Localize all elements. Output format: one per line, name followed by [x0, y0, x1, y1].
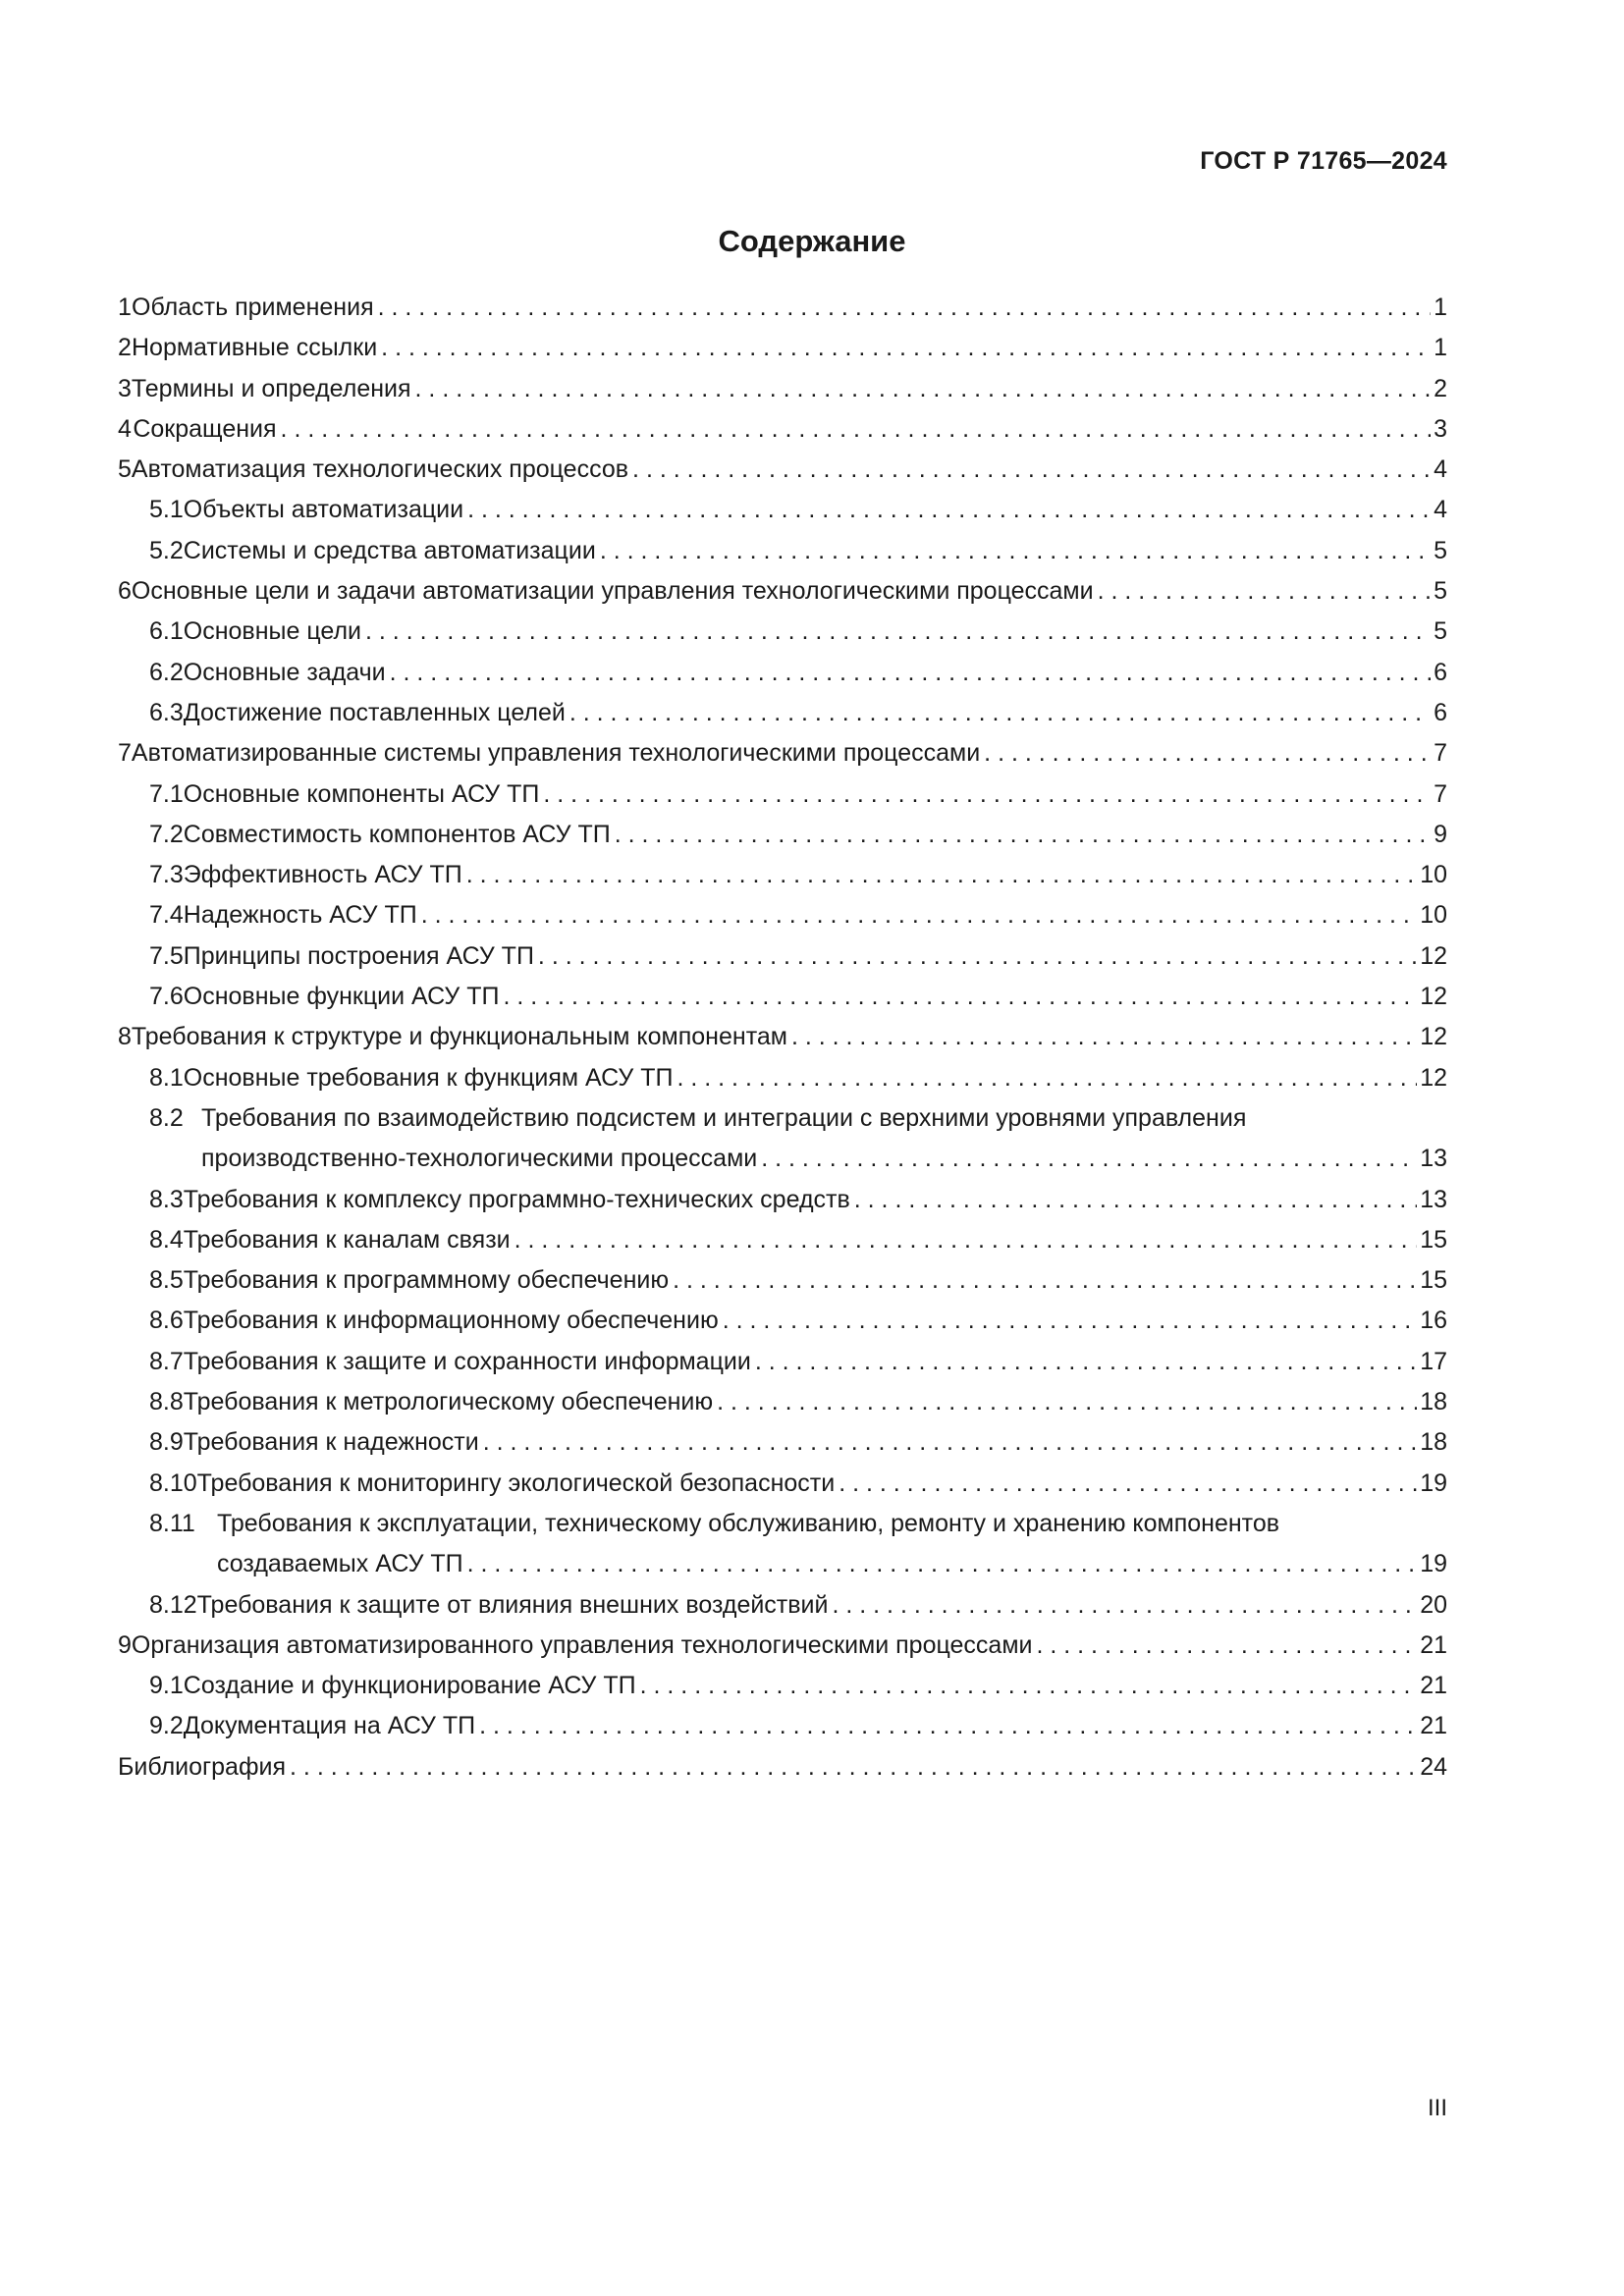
dot-leader [290, 1747, 1417, 1788]
toc-entry-page: 7 [1434, 739, 1447, 768]
toc-entry-title: Требования к каналам связи [183, 1225, 511, 1254]
toc-entry-number: 4 [118, 414, 132, 443]
toc-entry-title: Основные задачи [183, 658, 386, 686]
dot-leader [281, 409, 1432, 450]
toc-entry-number: 8.8 [149, 1388, 184, 1416]
toc-entry-page: 3 [1434, 414, 1447, 443]
toc-entry-title: Организация автоматизированного управления технологическими процессами [131, 1630, 1033, 1659]
toc-entry-7-4[interactable] [118, 895, 1447, 935]
dot-leader [677, 1058, 1417, 1098]
toc-entry-8-8[interactable] [118, 1382, 1447, 1422]
toc-entry-7[interactable] [118, 733, 1447, 774]
dot-leader [832, 1585, 1417, 1626]
toc-entry-title: Требования к структуре и функциональным компонентам [131, 1023, 787, 1051]
toc-entry-page: 6 [1434, 698, 1447, 726]
toc-entry-page: 10 [1420, 861, 1447, 889]
dot-leader [600, 531, 1431, 571]
page-number: III [1427, 2095, 1447, 2121]
toc-entry-8-1[interactable] [118, 1058, 1447, 1098]
toc-entry-7-1[interactable] [118, 774, 1447, 815]
toc-entry-6-3[interactable] [118, 693, 1447, 733]
toc-entry-number: 6.1 [149, 617, 184, 646]
toc-entry-page: 9 [1434, 820, 1447, 848]
toc-entry-6-1[interactable] [118, 612, 1447, 652]
dot-leader [632, 450, 1431, 490]
toc-entry-title: Требования к программному обеспечению [183, 1266, 670, 1295]
toc-entry-page: 19 [1420, 1550, 1447, 1578]
toc-entry-page: 24 [1420, 1752, 1447, 1781]
toc-entry-page: 19 [1420, 1468, 1447, 1497]
toc-entry-8-5[interactable] [118, 1260, 1447, 1301]
toc-entry-title: Автоматизация технологических процессов [131, 455, 629, 484]
toc-entry-number: 8.9 [149, 1428, 184, 1457]
toc-entry-title: Надежность АСУ ТП [183, 901, 417, 930]
toc-entry-5-1[interactable] [118, 490, 1447, 530]
toc-entry-page: 13 [1420, 1185, 1447, 1213]
toc-entry-page: 21 [1420, 1630, 1447, 1659]
toc-entry-8-11[interactable] [118, 1504, 1447, 1585]
toc-entry-8-6[interactable] [118, 1301, 1447, 1341]
toc-entry-number: 9 [118, 1630, 132, 1659]
toc-entry-title: Сокращения [133, 414, 277, 443]
toc-entry-7-2[interactable] [118, 815, 1447, 855]
toc-entry-2[interactable] [118, 328, 1447, 368]
dot-leader [479, 1706, 1417, 1746]
dot-leader [569, 693, 1431, 733]
toc-entry-page: 7 [1434, 779, 1447, 808]
document-code: ГОСТ Р 71765—2024 [1200, 147, 1447, 175]
toc-entry-6-2[interactable] [118, 653, 1447, 693]
toc-entry-number: 6.3 [149, 698, 184, 726]
toc-entry-8[interactable] [118, 1017, 1447, 1057]
toc-entry-page: 21 [1420, 1712, 1447, 1740]
toc-entry-number: 2 [118, 334, 132, 362]
toc-entry-page: 1 [1434, 294, 1447, 321]
dot-leader [543, 774, 1431, 815]
toc-entry-number: 7 [118, 739, 132, 768]
toc-entry-number: 5 [118, 455, 132, 484]
toc-entry-number: 8.2 [149, 1103, 184, 1132]
toc-entry-title: Требования к надежности [183, 1428, 479, 1457]
toc-entry-page: 12 [1420, 941, 1447, 970]
toc-entry-3[interactable] [118, 369, 1447, 409]
toc-entry-page: 5 [1434, 536, 1447, 564]
toc-entry-title: Требования к защите от влияния внешних воздействий [196, 1590, 829, 1619]
toc-entry-title: Принципы построения АСУ ТП [183, 941, 534, 970]
toc-entry-7-3[interactable] [118, 855, 1447, 895]
toc-entry-title: Создание и функционирование АСУ ТП [183, 1672, 636, 1700]
toc-entry-title: Требования к мониторингу экологической безопасности [196, 1468, 836, 1497]
dot-leader [538, 936, 1417, 977]
toc-entry-page: 13 [1420, 1145, 1447, 1173]
toc-entry-title: Основные компоненты АСУ ТП [183, 779, 540, 808]
toc-entry-page: 18 [1420, 1388, 1447, 1416]
toc-entry-number: 5.2 [149, 536, 184, 564]
dot-leader [514, 1220, 1418, 1260]
toc-entry-title: Требования к эксплуатации, техническому обслуживанию, ремонту и хранению компонентов [217, 1509, 1280, 1537]
toc-entry-7-6[interactable] [118, 977, 1447, 1017]
toc-entry-title: Требования по взаимодействию подсистем и интеграции с верхними уровнями управления [201, 1103, 1247, 1132]
dot-leader [615, 815, 1431, 855]
toc-entry-page: 5 [1434, 617, 1447, 646]
toc-entry-number: 7.5 [149, 941, 184, 970]
toc-entry-number: 8.10 [149, 1468, 197, 1497]
toc-entry-title: Область применения [132, 294, 374, 321]
toc-entry-page: 1 [1434, 334, 1447, 362]
dot-leader [467, 1544, 1418, 1584]
table-of-contents [118, 288, 1447, 1788]
toc-entry-number: 5.1 [149, 496, 184, 524]
dot-leader [673, 1260, 1417, 1301]
toc-entry-8-2[interactable] [118, 1098, 1447, 1180]
dot-leader [984, 733, 1431, 774]
toc-entry-page: 12 [1420, 1063, 1447, 1092]
toc-entry-number: 8.4 [149, 1225, 184, 1254]
dot-leader [761, 1139, 1417, 1179]
toc-entry-title: Системы и средства автоматизации [183, 536, 596, 564]
toc-entry-number: 8 [118, 1023, 132, 1051]
toc-entry-1[interactable] [118, 288, 1447, 328]
toc-entry-page: 6 [1434, 658, 1447, 686]
toc-entry-6[interactable] [118, 571, 1447, 612]
toc-entry-8-9[interactable] [118, 1422, 1447, 1463]
toc-entry-number: 3 [118, 374, 132, 402]
dot-leader [839, 1464, 1417, 1504]
toc-entry-number: 8.7 [149, 1347, 184, 1375]
dot-leader [854, 1180, 1417, 1220]
toc-entry-number: 8.3 [149, 1185, 184, 1213]
dot-leader [365, 612, 1431, 652]
toc-entry-number: 7.1 [149, 779, 184, 808]
dot-leader [791, 1017, 1417, 1057]
toc-entry-number: 8.12 [149, 1590, 197, 1619]
dot-leader [1098, 571, 1432, 612]
dot-leader [378, 288, 1431, 328]
toc-entry-8-4[interactable] [118, 1220, 1447, 1260]
toc-entry-title: Основные функции АСУ ТП [183, 983, 500, 1011]
toc-entry-page: 17 [1420, 1347, 1447, 1375]
toc-entry-page: 12 [1420, 983, 1447, 1011]
toc-entry-title: Объекты автоматизации [183, 496, 464, 524]
toc-entry-page: 4 [1434, 455, 1447, 484]
toc-entry-page: 10 [1420, 901, 1447, 930]
toc-entry-title: Библиография [118, 1752, 287, 1781]
dot-leader [1036, 1626, 1417, 1666]
toc-entry-number: 6.2 [149, 658, 184, 686]
dot-leader [381, 328, 1431, 368]
toc-entry-number: 7.6 [149, 983, 184, 1011]
toc-entry-9-1[interactable] [118, 1666, 1447, 1706]
toc-entry-number: 9.1 [149, 1672, 184, 1700]
toc-entry-8-7[interactable] [118, 1342, 1447, 1382]
toc-entry-number: 8.11 [149, 1509, 195, 1537]
toc-entry-number: 6 [118, 577, 132, 606]
toc-entry-title: Основные цели и задачи автоматизации управления технологическими процессами [131, 577, 1094, 606]
toc-entry-number: 8.5 [149, 1266, 184, 1295]
toc-entry-5-2[interactable] [118, 531, 1447, 571]
dot-leader [723, 1301, 1418, 1341]
dot-leader [390, 653, 1431, 693]
toc-entry-page: 12 [1420, 1023, 1447, 1051]
toc-entry-page: 2 [1434, 374, 1447, 402]
toc-entry-number: 8.6 [149, 1307, 184, 1335]
toc-entry-title: Совместимость компонентов АСУ ТП [183, 820, 611, 848]
toc-entry-title: Автоматизированные системы управления технологическими процессами [131, 739, 981, 768]
toc-entry-page: 20 [1420, 1590, 1447, 1619]
toc-entry-8-10[interactable] [118, 1464, 1447, 1504]
toc-entry-7-5[interactable] [118, 936, 1447, 977]
toc-entry-bibliography[interactable] [118, 1747, 1447, 1788]
toc-entry-title: Требования к метрологическому обеспечению [183, 1388, 714, 1416]
toc-entry-title: Основные цели [183, 617, 361, 646]
toc-entry-page: 15 [1420, 1266, 1447, 1295]
toc-entry-8-3[interactable] [118, 1180, 1447, 1220]
toc-entry-title: Требования к защите и сохранности информации [183, 1347, 751, 1375]
toc-entry-number: 8.1 [149, 1063, 184, 1092]
toc-entry-number: 7.4 [149, 901, 184, 930]
toc-entry-title-continued: производственно-технологическими процессами [201, 1145, 758, 1173]
dot-leader [466, 855, 1417, 895]
dot-leader [483, 1422, 1417, 1463]
toc-entry-title: Требования к информационному обеспечению [183, 1307, 719, 1335]
toc-entry-title-continued: создаваемых АСУ ТП [217, 1550, 463, 1578]
dot-leader [755, 1342, 1417, 1382]
toc-entry-8-12[interactable] [118, 1585, 1447, 1626]
toc-entry-title: Эффективность АСУ ТП [183, 861, 462, 889]
toc-entry-title: Документация на АСУ ТП [183, 1712, 476, 1740]
dot-leader [467, 490, 1431, 530]
toc-entry-9[interactable] [118, 1626, 1447, 1666]
dot-leader [717, 1382, 1417, 1422]
toc-entry-title: Требования к комплексу программно-технических средств [183, 1185, 850, 1213]
toc-entry-page: 21 [1420, 1672, 1447, 1700]
toc-entry-title: Основные требования к функциям АСУ ТП [183, 1063, 674, 1092]
toc-entry-title: Нормативные ссылки [131, 334, 378, 362]
toc-heading: Содержание [718, 224, 906, 258]
dot-leader [421, 895, 1417, 935]
toc-entry-number: 1 [118, 294, 132, 321]
dot-leader [503, 977, 1417, 1017]
toc-entry-9-2[interactable] [118, 1706, 1447, 1746]
toc-entry-number: 9.2 [149, 1712, 184, 1740]
toc-entry-page: 16 [1420, 1307, 1447, 1335]
toc-entry-5[interactable] [118, 450, 1447, 490]
dot-leader [415, 369, 1432, 409]
toc-entry-title: Термины и определения [131, 374, 411, 402]
toc-entry-4[interactable] [118, 409, 1447, 450]
toc-entry-title: Достижение поставленных целей [183, 698, 566, 726]
toc-entry-number: 7.3 [149, 861, 184, 889]
toc-entry-page: 18 [1420, 1428, 1447, 1457]
dot-leader [640, 1666, 1418, 1706]
toc-entry-page: 5 [1434, 577, 1447, 606]
toc-entry-number: 7.2 [149, 820, 184, 848]
toc-entry-page: 4 [1434, 496, 1447, 524]
toc-entry-page: 15 [1420, 1225, 1447, 1254]
